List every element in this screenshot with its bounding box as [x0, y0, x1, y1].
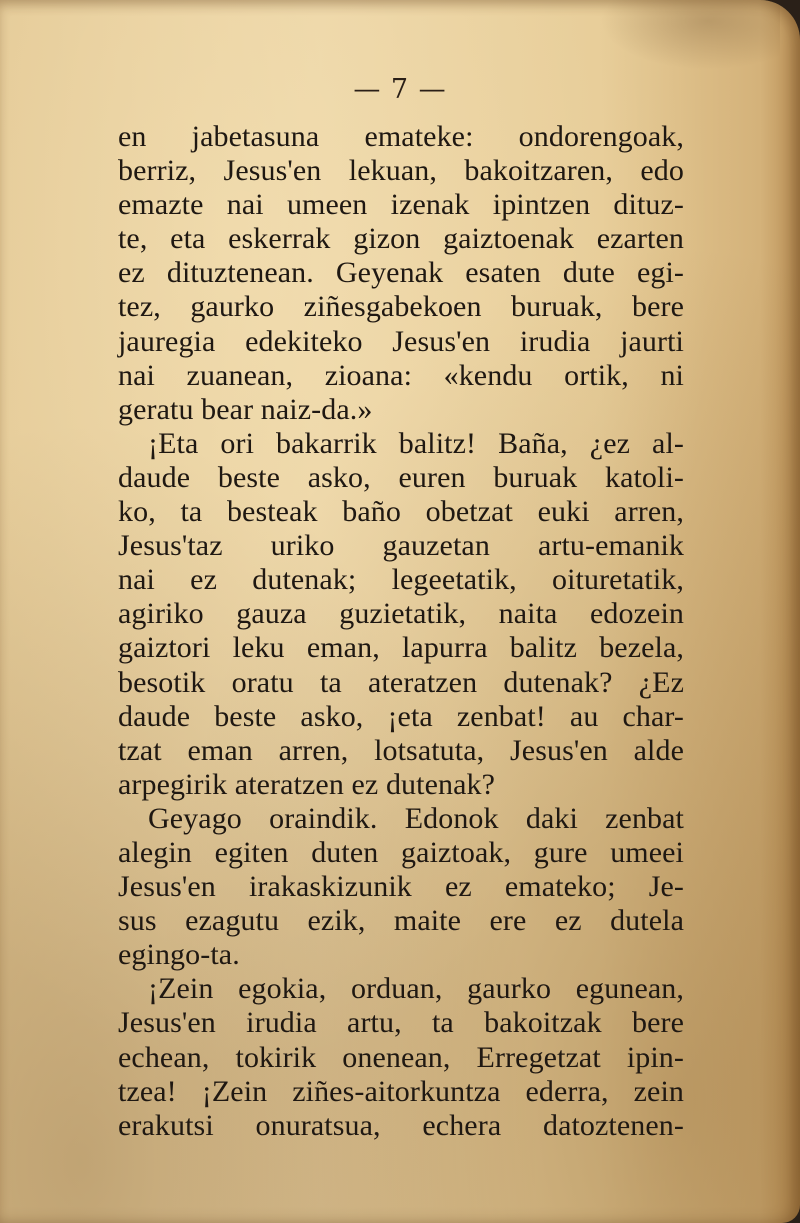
- text-line: geratu bear naiz-da.»: [118, 392, 373, 426]
- text-line: daude beste asko, euren buruak katoli-: [118, 460, 684, 494]
- text-line: gaiztori leku eman, lapurra balitz bezela,: [118, 631, 684, 665]
- text-line: ko, ta besteak baño obetzat euki arren,: [118, 495, 684, 529]
- text-line: agiriko gauza guzietatik, naita edozein: [118, 597, 684, 631]
- text-line: daude beste asko, ¡eta zenbat! au char-: [118, 699, 684, 733]
- text-line: Geyago oraindik. Edonok daki zenbat: [148, 801, 684, 835]
- text-line: besotik oratu ta ateratzen dutenak? ¿Ez: [118, 665, 684, 699]
- text-line: berriz, Jesus'en lekuan, bakoitzaren, edo: [118, 154, 684, 188]
- text-line: tzat eman arren, lotsatuta, Jesus'en alde: [118, 733, 684, 767]
- text-line: tzea! ¡Zein ziñes-aitorkuntza ederra, zein: [118, 1074, 684, 1108]
- page-number: — 7 —: [353, 74, 447, 105]
- text-line: nai zuanean, zioana: «kendu ortik, ni: [118, 358, 684, 392]
- text-line: arpegirik ateratzen ez dutenak?: [118, 767, 496, 801]
- text-line: tez, gaurko ziñesgabekoen buruak, bere: [118, 290, 684, 324]
- body-text: [118, 120, 684, 1143]
- text-line: Jesus'en irudia artu, ta bakoitzak bere: [118, 1006, 684, 1040]
- text-line: ez dituztenean. Geyenak esaten dute egi-: [118, 256, 684, 290]
- text-line: echean, tokirik onenean, Erregetzat ipin-: [118, 1040, 684, 1074]
- text-line: nai ez dutenak; legeetatik, oituretatik,: [118, 563, 684, 597]
- text-line: te, eta eskerrak gizon gaiztoenak ezarten: [118, 222, 684, 256]
- paper-stain: [600, 0, 780, 70]
- text-line: egingo-ta.: [118, 938, 240, 972]
- text-line: en jabetasuna emateke: ondorengoak,: [118, 120, 684, 153]
- text-line: ¡Eta ori bakarrik balitz! Baña, ¿ez al-: [148, 426, 684, 460]
- text-line: emazte nai umeen izenak ipintzen dituz-: [118, 188, 684, 222]
- text-line: Jesus'en irakaskizunik ez emateko; Je-: [118, 870, 684, 904]
- text-line: alegin egiten duten gaiztoak, gure umeei: [118, 835, 684, 869]
- text-line: ¡Zein egokia, orduan, gaurko egunean,: [148, 972, 684, 1006]
- text-line: Jesus'taz uriko gauzetan artu-emanik: [118, 529, 684, 563]
- text-line: erakutsi onuratsua, echera datoztenen-: [118, 1108, 684, 1142]
- text-line: jauregia edekiteko Jesus'en irudia jaurti: [118, 324, 684, 358]
- text-line: sus ezagutu ezik, maite ere ez dutela: [118, 904, 684, 938]
